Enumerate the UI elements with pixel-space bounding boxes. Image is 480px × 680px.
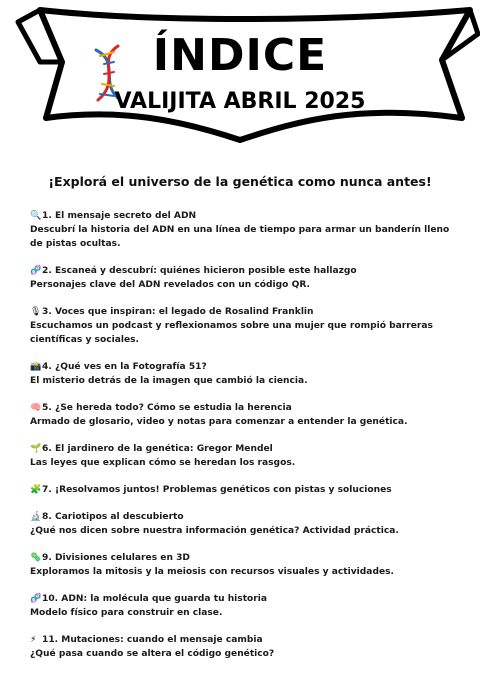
- item-title: 6. El jardinero de la genética: Gregor Mendel: [42, 444, 273, 454]
- seedling-icon: 🌱: [30, 444, 42, 454]
- item-title: 4. ¿Qué ves en la Fotografía 51?: [42, 362, 207, 372]
- item-description: Escuchamos un podcast y reflexionamos sobre una mujer que rompió barreras científicas y sociales.: [30, 321, 433, 345]
- list-item: [30, 401, 455, 429]
- page-title: ÍNDICE: [152, 30, 328, 81]
- microscope-icon: 🔬: [30, 512, 42, 522]
- item-description: ¿Qué pasa cuando se altera el código genético?: [30, 649, 275, 659]
- list-item: [30, 483, 455, 497]
- magnifier-icon: 🔍: [30, 211, 42, 221]
- camera-icon: 📸: [30, 362, 42, 372]
- item-description: Las leyes que explican cómo se heredan los rasgos.: [30, 458, 296, 468]
- list-item: [30, 264, 455, 292]
- item-description: Personajes clave del ADN revelados con un código QR.: [30, 280, 310, 290]
- item-title: 8. Cariotipos al descubierto: [42, 512, 184, 522]
- intro-heading: ¡Explorá el universo de la genética como nunca antes!: [48, 174, 432, 189]
- item-title: 7. ¡Resolvamos juntos! Problemas genéticos con pistas y soluciones: [42, 485, 392, 495]
- index-list: [30, 209, 455, 674]
- cell-icon: 🦠: [30, 553, 42, 563]
- item-title: 2. Escaneá y descubrí: quiénes hicieron posible este hallazgo: [42, 266, 357, 276]
- list-item: [30, 305, 455, 347]
- item-description: Armado de glosario, video y notas para comenzar a entender la genética.: [30, 417, 408, 427]
- dna-icon: 🧬: [30, 266, 42, 276]
- item-description: Descubrí la historia del ADN en una línea de tiempo para armar un banderín lleno de pistas ocultas.: [30, 225, 450, 249]
- item-title: 10. ADN: la molécula que guarda tu historia: [42, 594, 268, 604]
- item-title: 1. El mensaje secreto del ADN: [42, 211, 197, 221]
- item-title: 9. Divisiones celulares en 3D: [42, 553, 190, 563]
- list-item: [30, 442, 455, 470]
- item-title: 11. Mutaciones: cuando el mensaje cambia: [42, 635, 263, 645]
- dna-icon: 🧬: [30, 594, 42, 604]
- item-description: El misterio detrás de la imagen que cambió la ciencia.: [30, 376, 308, 386]
- page-subtitle: VALIJITA ABRIL 2025: [114, 89, 366, 114]
- item-title: 3. Voces que inspiran: el legado de Rosalind Franklin: [42, 307, 314, 317]
- item-title: 5. ¿Se hereda todo? Cómo se estudia la herencia: [42, 403, 292, 413]
- list-item: [30, 510, 455, 538]
- list-item: [30, 592, 455, 620]
- item-description: ¿Qué nos dicen sobre nuestra información genética? Actividad práctica.: [30, 526, 399, 536]
- list-item: [30, 209, 455, 251]
- microphone-icon: 🎙: [30, 307, 42, 317]
- item-description: Modelo físico para construir en clase.: [30, 608, 223, 618]
- list-item: [30, 551, 455, 579]
- lightning-icon: ⚡: [30, 635, 37, 645]
- brain-icon: 🧠: [30, 403, 42, 413]
- list-item: [30, 360, 455, 388]
- puzzle-icon: 🧩: [30, 485, 42, 495]
- list-item: [30, 633, 455, 661]
- item-description: Exploramos la mitosis y la meiosis con recursos visuales y actividades.: [30, 567, 394, 577]
